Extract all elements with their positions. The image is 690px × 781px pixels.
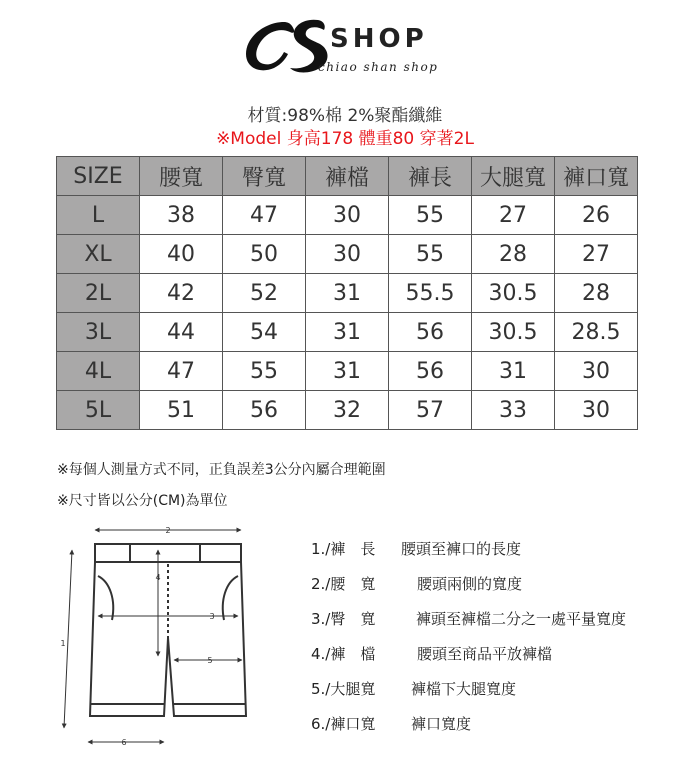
- row-size-label: 4L: [57, 352, 140, 391]
- table-cell: 30.5: [472, 274, 555, 313]
- table-cell: 26: [555, 196, 638, 235]
- legend-item-desc: 褲口寬度: [411, 715, 472, 733]
- table-cell: 51: [140, 391, 223, 430]
- table-cell: 57: [389, 391, 472, 430]
- table-cell: 30: [306, 196, 389, 235]
- header-hip: 臀寬: [223, 157, 306, 196]
- label-hip: 3: [209, 612, 215, 621]
- table-header-row: [57, 157, 638, 196]
- table-cell: 30: [555, 391, 638, 430]
- header-waist: 腰寬: [140, 157, 223, 196]
- cs-logo-mark: [246, 20, 328, 73]
- table-cell: 55.5: [389, 274, 472, 313]
- legend-item-desc: 腰頭至商品平放褲檔: [417, 645, 553, 663]
- table-cell: 33: [472, 391, 555, 430]
- table-cell: 56: [389, 313, 472, 352]
- row-size-label: 5L: [57, 391, 140, 430]
- table-cell: 50: [223, 235, 306, 274]
- table-cell: 55: [223, 352, 306, 391]
- table-cell: 28: [555, 274, 638, 313]
- label-rise: 4: [155, 573, 161, 582]
- table-cell: 30.5: [472, 313, 555, 352]
- header-size: SIZE: [57, 157, 140, 196]
- tolerance-note: ※每個人測量方式不同，正負誤差3公分內屬合理範圍: [57, 462, 386, 478]
- legend-item-desc: 褲檔下大腿寬度: [411, 680, 517, 698]
- legend-item-label: 3./臀 寬: [311, 610, 376, 628]
- label-hem: 6: [121, 738, 127, 747]
- table-cell: 47: [223, 196, 306, 235]
- legend-item-desc: 腰頭兩側的寬度: [417, 575, 523, 593]
- table-cell: 44: [140, 313, 223, 352]
- diagram-number-labels: [60, 526, 214, 747]
- table-cell: 28: [472, 235, 555, 274]
- table-row: [57, 391, 638, 430]
- table-cell: 52: [223, 274, 306, 313]
- table-cell: 47: [140, 352, 223, 391]
- header-hem: 褲口寬: [555, 157, 638, 196]
- row-size-label: 2L: [57, 274, 140, 313]
- table-row: [57, 313, 638, 352]
- size-table: [56, 156, 638, 430]
- material-text: 材質:98%棉 2%聚酯纖維: [247, 106, 443, 126]
- row-size-label: L: [57, 196, 140, 235]
- table-cell: 55: [389, 235, 472, 274]
- table-row: [57, 196, 638, 235]
- table-cell: 28.5: [555, 313, 638, 352]
- model-note: ※Model 身高178 體重80 穿著2L: [216, 129, 474, 149]
- label-waist: 2: [165, 526, 171, 535]
- header-thigh: 大腿寬: [472, 157, 555, 196]
- table-cell: 31: [472, 352, 555, 391]
- table-cell: 27: [555, 235, 638, 274]
- legend-item-label: 4./褲 檔: [311, 645, 376, 663]
- table-cell: 56: [223, 391, 306, 430]
- legend-item-label: 1./褲 長: [311, 540, 376, 558]
- row-size-label: 3L: [57, 313, 140, 352]
- table-cell: 32: [306, 391, 389, 430]
- table-cell: 30: [555, 352, 638, 391]
- row-size-label: XL: [57, 235, 140, 274]
- table-cell: 31: [306, 313, 389, 352]
- label-thigh: 5: [207, 656, 213, 665]
- brand-name: SHOP: [330, 24, 428, 54]
- header-length: 褲長: [389, 157, 472, 196]
- table-row: [57, 235, 638, 274]
- table-cell: 31: [306, 352, 389, 391]
- table-cell: 42: [140, 274, 223, 313]
- table-cell: 56: [389, 352, 472, 391]
- table-cell: 55: [389, 196, 472, 235]
- legend-item-desc: 腰頭至褲口的長度: [401, 540, 522, 558]
- table-row: [57, 274, 638, 313]
- table-row: [57, 352, 638, 391]
- legend-item-label: 2./腰 寬: [311, 575, 376, 593]
- unit-note: ※尺寸皆以公分(CM)為單位: [57, 493, 228, 509]
- legend-item-label: 6./褲口寬: [311, 715, 376, 733]
- label-length: 1: [60, 639, 66, 648]
- legend-item-desc: 褲頭至褲檔二分之一處平量寬度: [416, 610, 627, 628]
- header-rise: 褲檔: [306, 157, 389, 196]
- table-cell: 40: [140, 235, 223, 274]
- table-cell: 30: [306, 235, 389, 274]
- table-cell: 31: [306, 274, 389, 313]
- table-cell: 54: [223, 313, 306, 352]
- shorts-outline: [90, 544, 246, 716]
- brand-tagline: chiao shan shop: [318, 60, 439, 74]
- table-cell: 27: [472, 196, 555, 235]
- shorts-diagram: [50, 520, 270, 770]
- legend-item-label: 5./大腿寬: [311, 680, 376, 698]
- table-cell: 38: [140, 196, 223, 235]
